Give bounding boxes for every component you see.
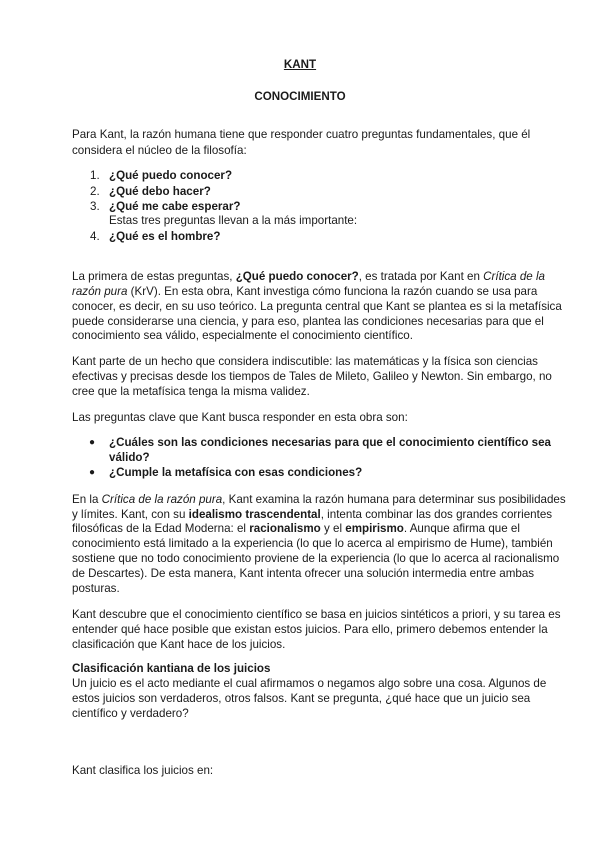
question-1: ¿Qué puedo conocer? [109, 169, 233, 182]
document-title: KANT [283, 58, 317, 71]
section-heading: Clasificación kantiana de los juicios [72, 662, 271, 675]
paragraph-4-line-5: sostiene que no todo conocimiento proviene de la experiencia (lo que lo acerca al racionalismo [72, 552, 560, 565]
bullet-1: ● [89, 437, 96, 448]
paragraph-1-line-3: conocer, es decir, en su uso teórico. La pregunta central que Kant se plantea es si la metafísica [72, 300, 562, 313]
intro-line-1: Para Kant, la razón humana tiene que responder cuatro preguntas fundamentales, que él [72, 128, 531, 141]
p4-text-l2a: y límites. Kant, con su [72, 508, 189, 521]
p4-bold-empirismo: empirismo [345, 522, 404, 535]
paragraph-4-line-7: posturas. [72, 582, 120, 595]
paragraph-1-line-2 [72, 284, 537, 299]
p1-text-a: La primera de estas preguntas, [72, 270, 236, 283]
document-subtitle: CONOCIMIENTO [254, 90, 346, 103]
question-3: ¿Qué me cabe esperar? [109, 200, 241, 213]
bullet-2-line-1: ¿Cumple la metafísica con esas condiciones? [109, 466, 363, 479]
intro-line-2: considera el núcleo de la filosofía: [72, 144, 247, 157]
question-number-2: 2. [90, 185, 100, 198]
question-4: ¿Qué es el hombre? [109, 230, 221, 243]
p4-text-l3c: y el [320, 522, 346, 535]
paragraph-2-line-2: efectivas y precisas desde los tiempos de Tales de Mileto, Galileo y Newton. Sin embargo, no [72, 370, 552, 383]
paragraph-7: Kant clasifica los juicios en: [72, 764, 214, 777]
paragraph-4-line-6: de Descartes). De esta manera, Kant intenta ofrecer una solución intermedia entre ambas [72, 567, 535, 580]
paragraph-1-line-4: puede considerarse una ciencia, y para eso, plantea las condiciones necesarias para que el [72, 315, 544, 328]
paragraph-4-line-1 [72, 492, 566, 507]
p1-text-l2: (KrV). En esta obra, Kant investiga cómo funciona la razón cuando se usa para [127, 285, 538, 298]
paragraph-5-line-2: entender qué hace posible que existan estos juicios. Para ello, primero debemos entender la [72, 623, 548, 636]
p4-text-l3e: . Aunque afirma que el [403, 522, 520, 535]
paragraph-6-line-1: Un juicio es el acto mediante el cual afirmamos o negamos algo sobre una cosa. Algunos de [72, 677, 547, 690]
question-number-3: 3. [90, 200, 100, 213]
paragraph-5-line-1: Kant descubre que el conocimiento científico se basa en juicios sintéticos a priori, y su tarea es [72, 608, 561, 621]
paragraph-4-line-3 [72, 521, 520, 536]
p4-text-a: En la [72, 493, 102, 506]
bullet-1-line-1: ¿Cuáles son las condiciones necesarias para que el conocimiento científico sea [109, 436, 552, 449]
p1-italic-title-b: razón pura [72, 285, 128, 298]
p1-italic-title-a: Crítica de la [483, 270, 545, 283]
p4-text-l3a: filosóficas de la Edad Moderna: el [72, 522, 250, 535]
paragraph-6-line-2: estos juicios son verdaderos, otros falsos. Kant se pregunta, ¿qué hace que un juicio sea [72, 692, 531, 705]
paragraph-4-line-4: conocimiento está limitado a la experiencia (lo que lo acerca al empirismo de Hume), también [72, 537, 553, 550]
bullet-2: ● [89, 467, 96, 478]
question-2: ¿Qué debo hacer? [109, 185, 211, 198]
p4-italic-title: Crítica de la razón pura [101, 493, 223, 506]
bullet-1-line-2: válido? [109, 451, 150, 464]
p4-bold-racionalismo: racionalismo [249, 522, 321, 535]
paragraph-6-line-3: científico y verdadero? [72, 707, 189, 720]
paragraph-2-line-1: Kant parte de un hecho que considera indiscutible: las matemáticas y la física son ciencias [72, 355, 538, 368]
paragraph-1-line-1 [72, 269, 545, 284]
paragraph-5-line-3: clasificación que Kant hace de los juicios. [72, 638, 286, 651]
question-number-4: 4. [90, 230, 100, 243]
p4-bold-idealismo: idealismo trascendental [188, 508, 321, 521]
p4-text-l2c: , intenta combinar las dos grandes corrientes [320, 508, 553, 521]
question-number-1: 1. [90, 169, 100, 182]
paragraph-2-line-3: cree que la metafísica tenga la misma validez. [72, 385, 310, 398]
paragraph-4-line-2 [72, 507, 552, 522]
paragraph-1-line-5: conocimiento sea válido, especialmente el conocimiento científico. [72, 329, 413, 342]
paragraph-3: Las preguntas clave que Kant busca responder en esta obra son: [72, 411, 408, 424]
p1-text-c: , es tratada por Kant en [358, 270, 484, 283]
questions-note: Estas tres preguntas llevan a la más importante: [109, 214, 358, 227]
p4-text-c: , Kant examina la razón humana para determinar sus posibilidades [222, 493, 566, 506]
p1-bold-question: ¿Qué puedo conocer? [235, 270, 359, 283]
